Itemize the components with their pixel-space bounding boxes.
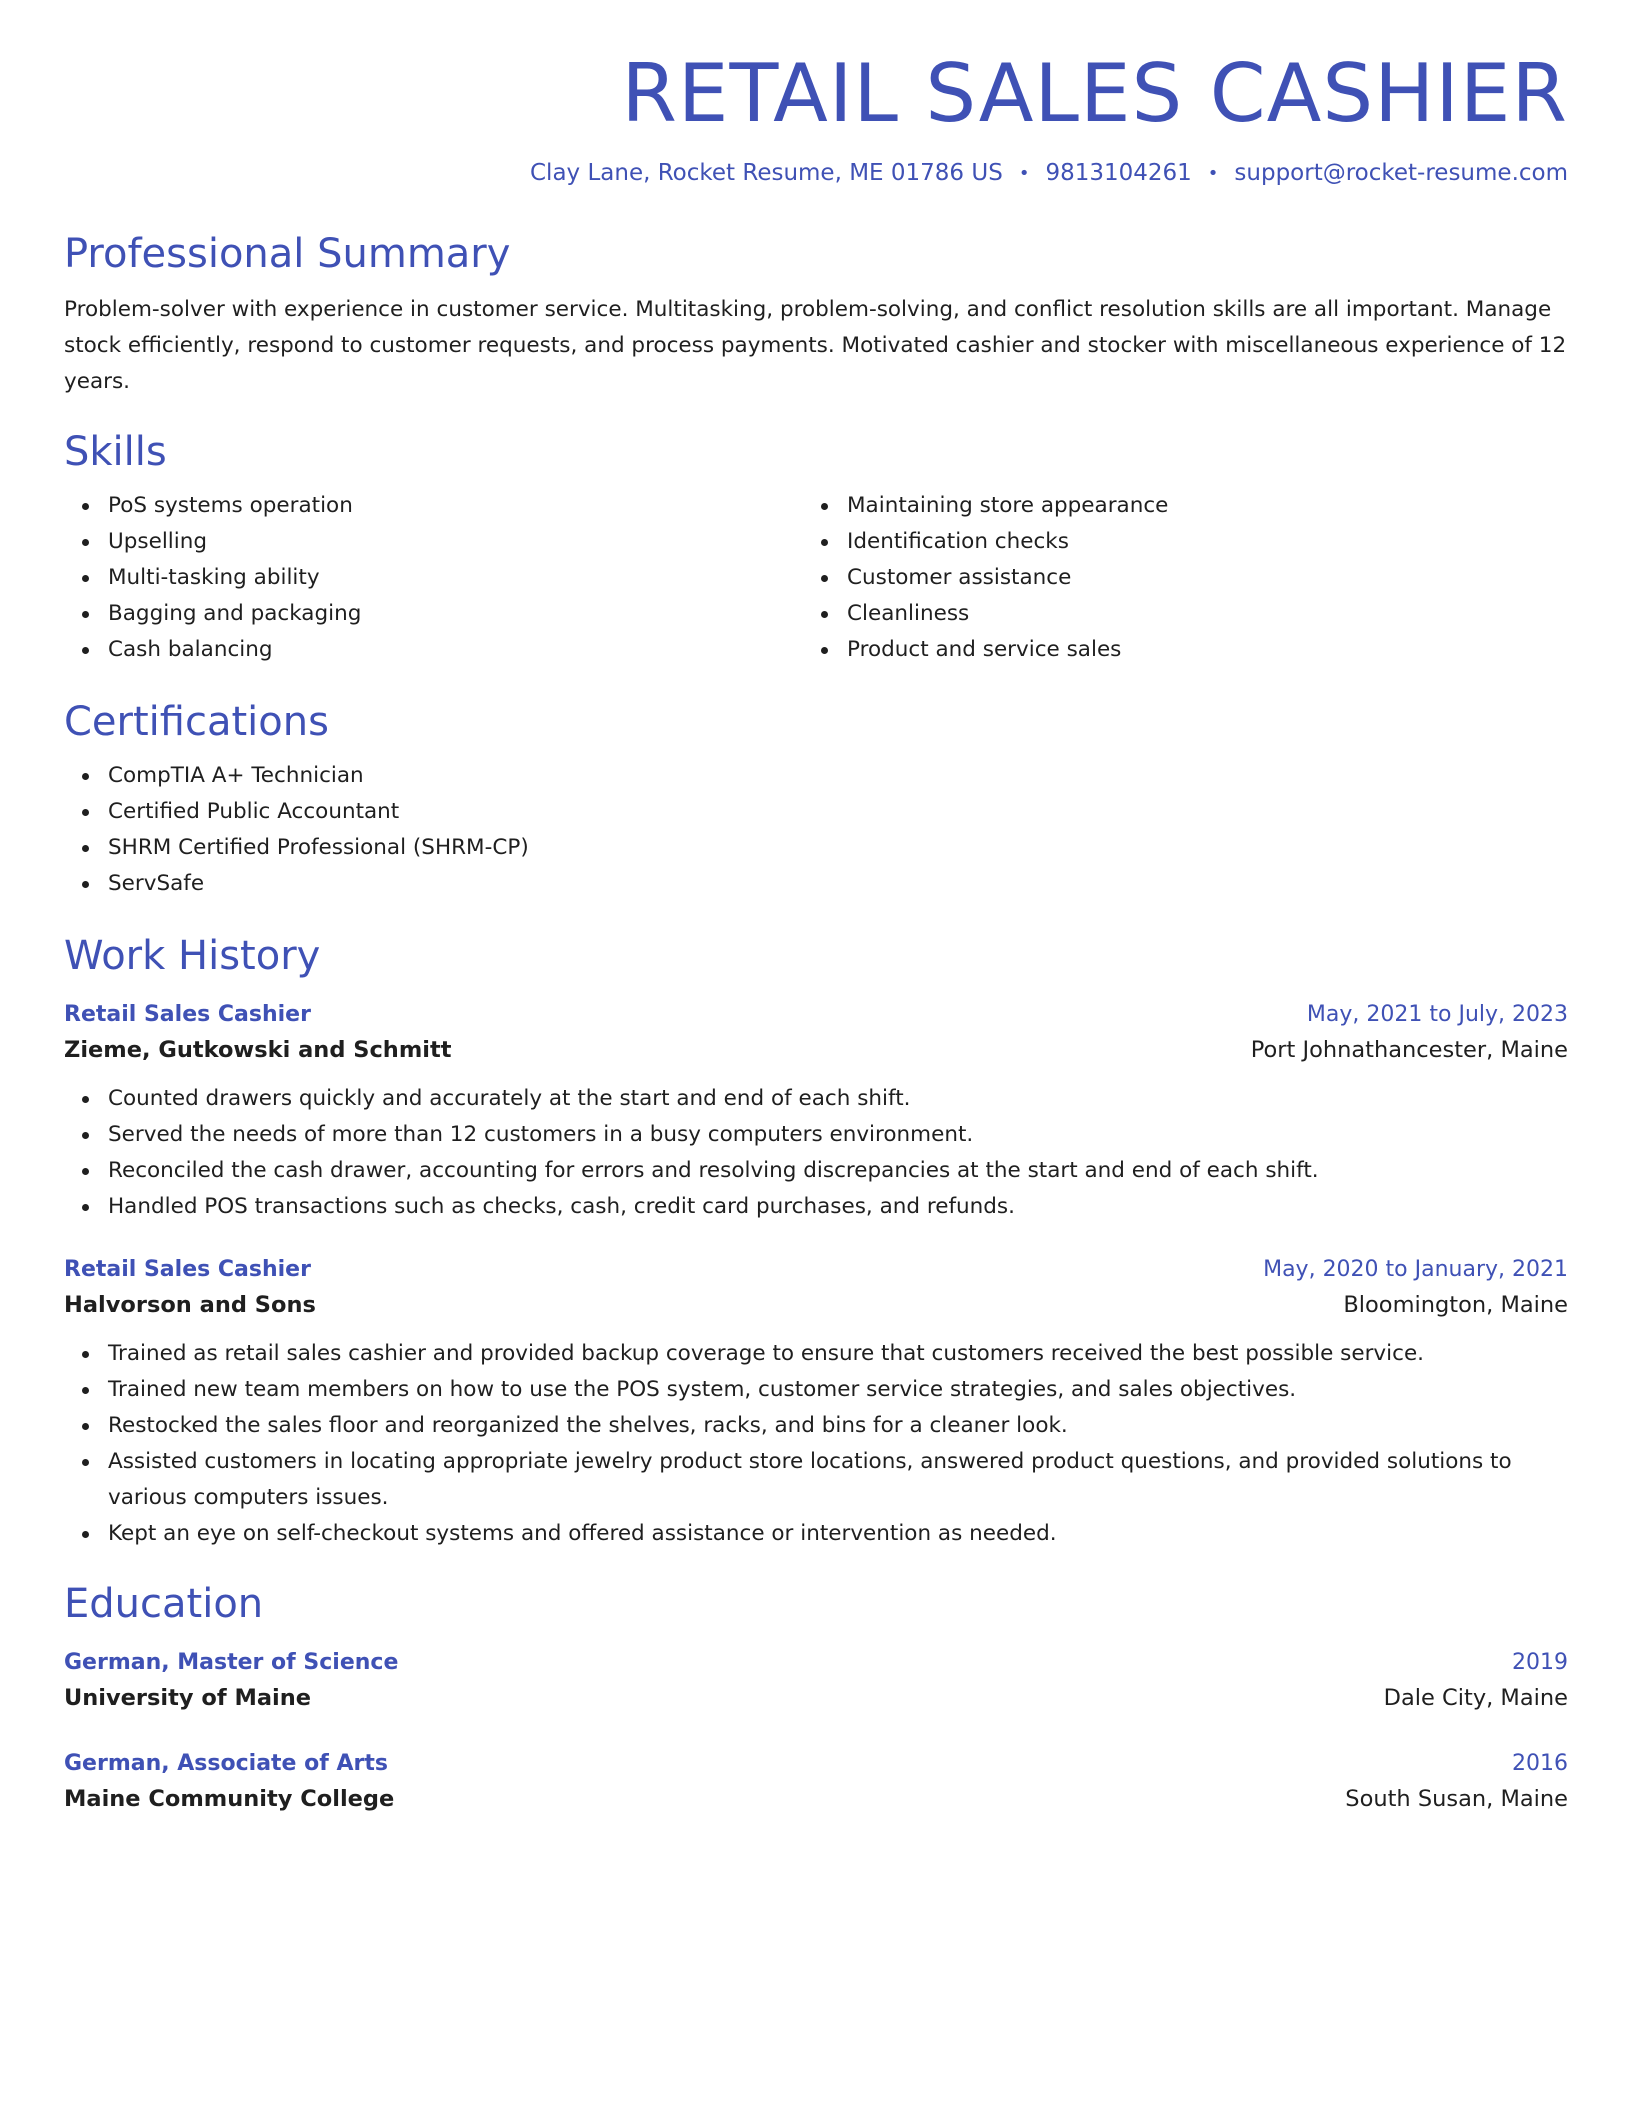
skills-heading: Skills <box>64 429 167 475</box>
education-degree: German, Master of Science <box>64 1650 399 1675</box>
job-location: Port Johnathancester, Maine <box>1250 1037 1568 1063</box>
job-entry <box>64 1002 1568 1225</box>
job-bullet: Kept an eye on self-checkout systems and offered assistance or intervention as needed. <box>108 1516 1568 1552</box>
contact-separator: • <box>1018 162 1030 184</box>
contact-separator: • <box>1207 162 1219 184</box>
job-bullet: Reconciled the cash drawer, accounting for errors and resolving discrepancies at the start and end of each shift. <box>108 1153 1568 1189</box>
job-entry <box>64 1257 1568 1552</box>
job-dates: May, 2021 to July, 2023 <box>1306 1002 1568 1027</box>
job-company: Halvorson and Sons <box>64 1292 316 1318</box>
skill-item: Cleanliness <box>847 596 1568 632</box>
education-degree: German, Associate of Arts <box>64 1751 388 1776</box>
skill-item: Customer assistance <box>847 560 1568 596</box>
education-location: South Susan, Maine <box>1345 1786 1568 1812</box>
summary-heading: Professional Summary <box>64 231 511 277</box>
skill-item: Multi-tasking ability <box>108 560 803 596</box>
job-bullet: Counted drawers quickly and accurately at the start and end of each shift. <box>108 1081 1568 1117</box>
education-year: 2019 <box>1512 1650 1568 1675</box>
skills-list-right <box>803 488 1568 668</box>
contact-address: Clay Lane, Rocket Resume, ME 01786 US <box>530 160 1003 186</box>
education-header <box>64 1751 1568 1776</box>
work-history-heading: Work History <box>64 933 321 979</box>
education-entry <box>64 1650 1568 1711</box>
job-bullets <box>64 1336 1568 1552</box>
education-subheader <box>64 1685 1568 1711</box>
education-header <box>64 1650 1568 1675</box>
skill-item: Maintaining store appearance <box>847 488 1568 524</box>
job-title: Retail Sales Cashier <box>64 1257 311 1282</box>
skills-grid <box>64 488 1568 668</box>
certification-item: SHRM Certified Professional (SHRM-CP) <box>108 830 1568 866</box>
skill-item: Bagging and packaging <box>108 596 803 632</box>
skills-list-left <box>64 488 803 668</box>
certification-item: CompTIA A+ Technician <box>108 758 1568 794</box>
job-bullet: Trained as retail sales cashier and provided backup coverage to ensure that customers received the best possible service. <box>108 1336 1568 1372</box>
certifications-list <box>64 758 1568 902</box>
skill-item: Identification checks <box>847 524 1568 560</box>
job-dates: May, 2020 to January, 2021 <box>1263 1257 1568 1282</box>
summary-text: Problem-solver with experience in customer service. Multitasking, problem-solving, and conflict resolution skills are all important. Manage stock efficiently, respond to customer requests, and process payments. Motivated cashier and stocker with miscellaneous experience of 12 years. <box>64 297 1567 394</box>
education-heading: Education <box>64 1581 264 1627</box>
job-bullet: Restocked the sales floor and reorganized the shelves, racks, and bins for a cleaner look. <box>108 1408 1568 1444</box>
job-company: Zieme, Gutkowski and Schmitt <box>64 1037 452 1063</box>
job-bullet: Handled POS transactions such as checks, cash, credit card purchases, and refunds. <box>108 1189 1568 1225</box>
certification-item: Certified Public Accountant <box>108 794 1568 830</box>
job-subheader <box>64 1037 1568 1063</box>
education-location: Dale City, Maine <box>1383 1685 1568 1711</box>
education-school: University of Maine <box>64 1685 312 1711</box>
job-title: Retail Sales Cashier <box>64 1002 311 1027</box>
resume-name: RETAIL SALES CASHIER <box>621 47 1568 140</box>
skill-item: Product and service sales <box>847 632 1568 668</box>
skill-item: Upselling <box>108 524 803 560</box>
job-location: Bloomington, Maine <box>1343 1292 1568 1318</box>
education-year: 2016 <box>1512 1751 1568 1776</box>
job-subheader <box>64 1292 1568 1318</box>
education-school: Maine Community College <box>64 1786 395 1812</box>
education-subheader <box>64 1786 1568 1812</box>
contact-line <box>64 160 1568 186</box>
job-bullet: Trained new team members on how to use the POS system, customer service strategies, and sales objectives. <box>108 1372 1568 1408</box>
job-bullet: Assisted customers in locating appropriate jewelry product store locations, answered product questions, and provided solutions to various computers issues. <box>108 1444 1568 1516</box>
certifications-heading: Certifications <box>64 699 329 745</box>
job-header <box>64 1257 1568 1282</box>
skill-item: Cash balancing <box>108 632 803 668</box>
education-entry <box>64 1751 1568 1812</box>
skill-item: PoS systems operation <box>108 488 803 524</box>
certification-item: ServSafe <box>108 866 1568 902</box>
job-header <box>64 1002 1568 1027</box>
job-bullets <box>64 1081 1568 1225</box>
contact-email[interactable]: support@rocket-resume.com <box>1234 160 1568 186</box>
contact-phone: 9813104261 <box>1045 160 1192 186</box>
job-bullet: Served the needs of more than 12 customers in a busy computers environment. <box>108 1117 1568 1153</box>
